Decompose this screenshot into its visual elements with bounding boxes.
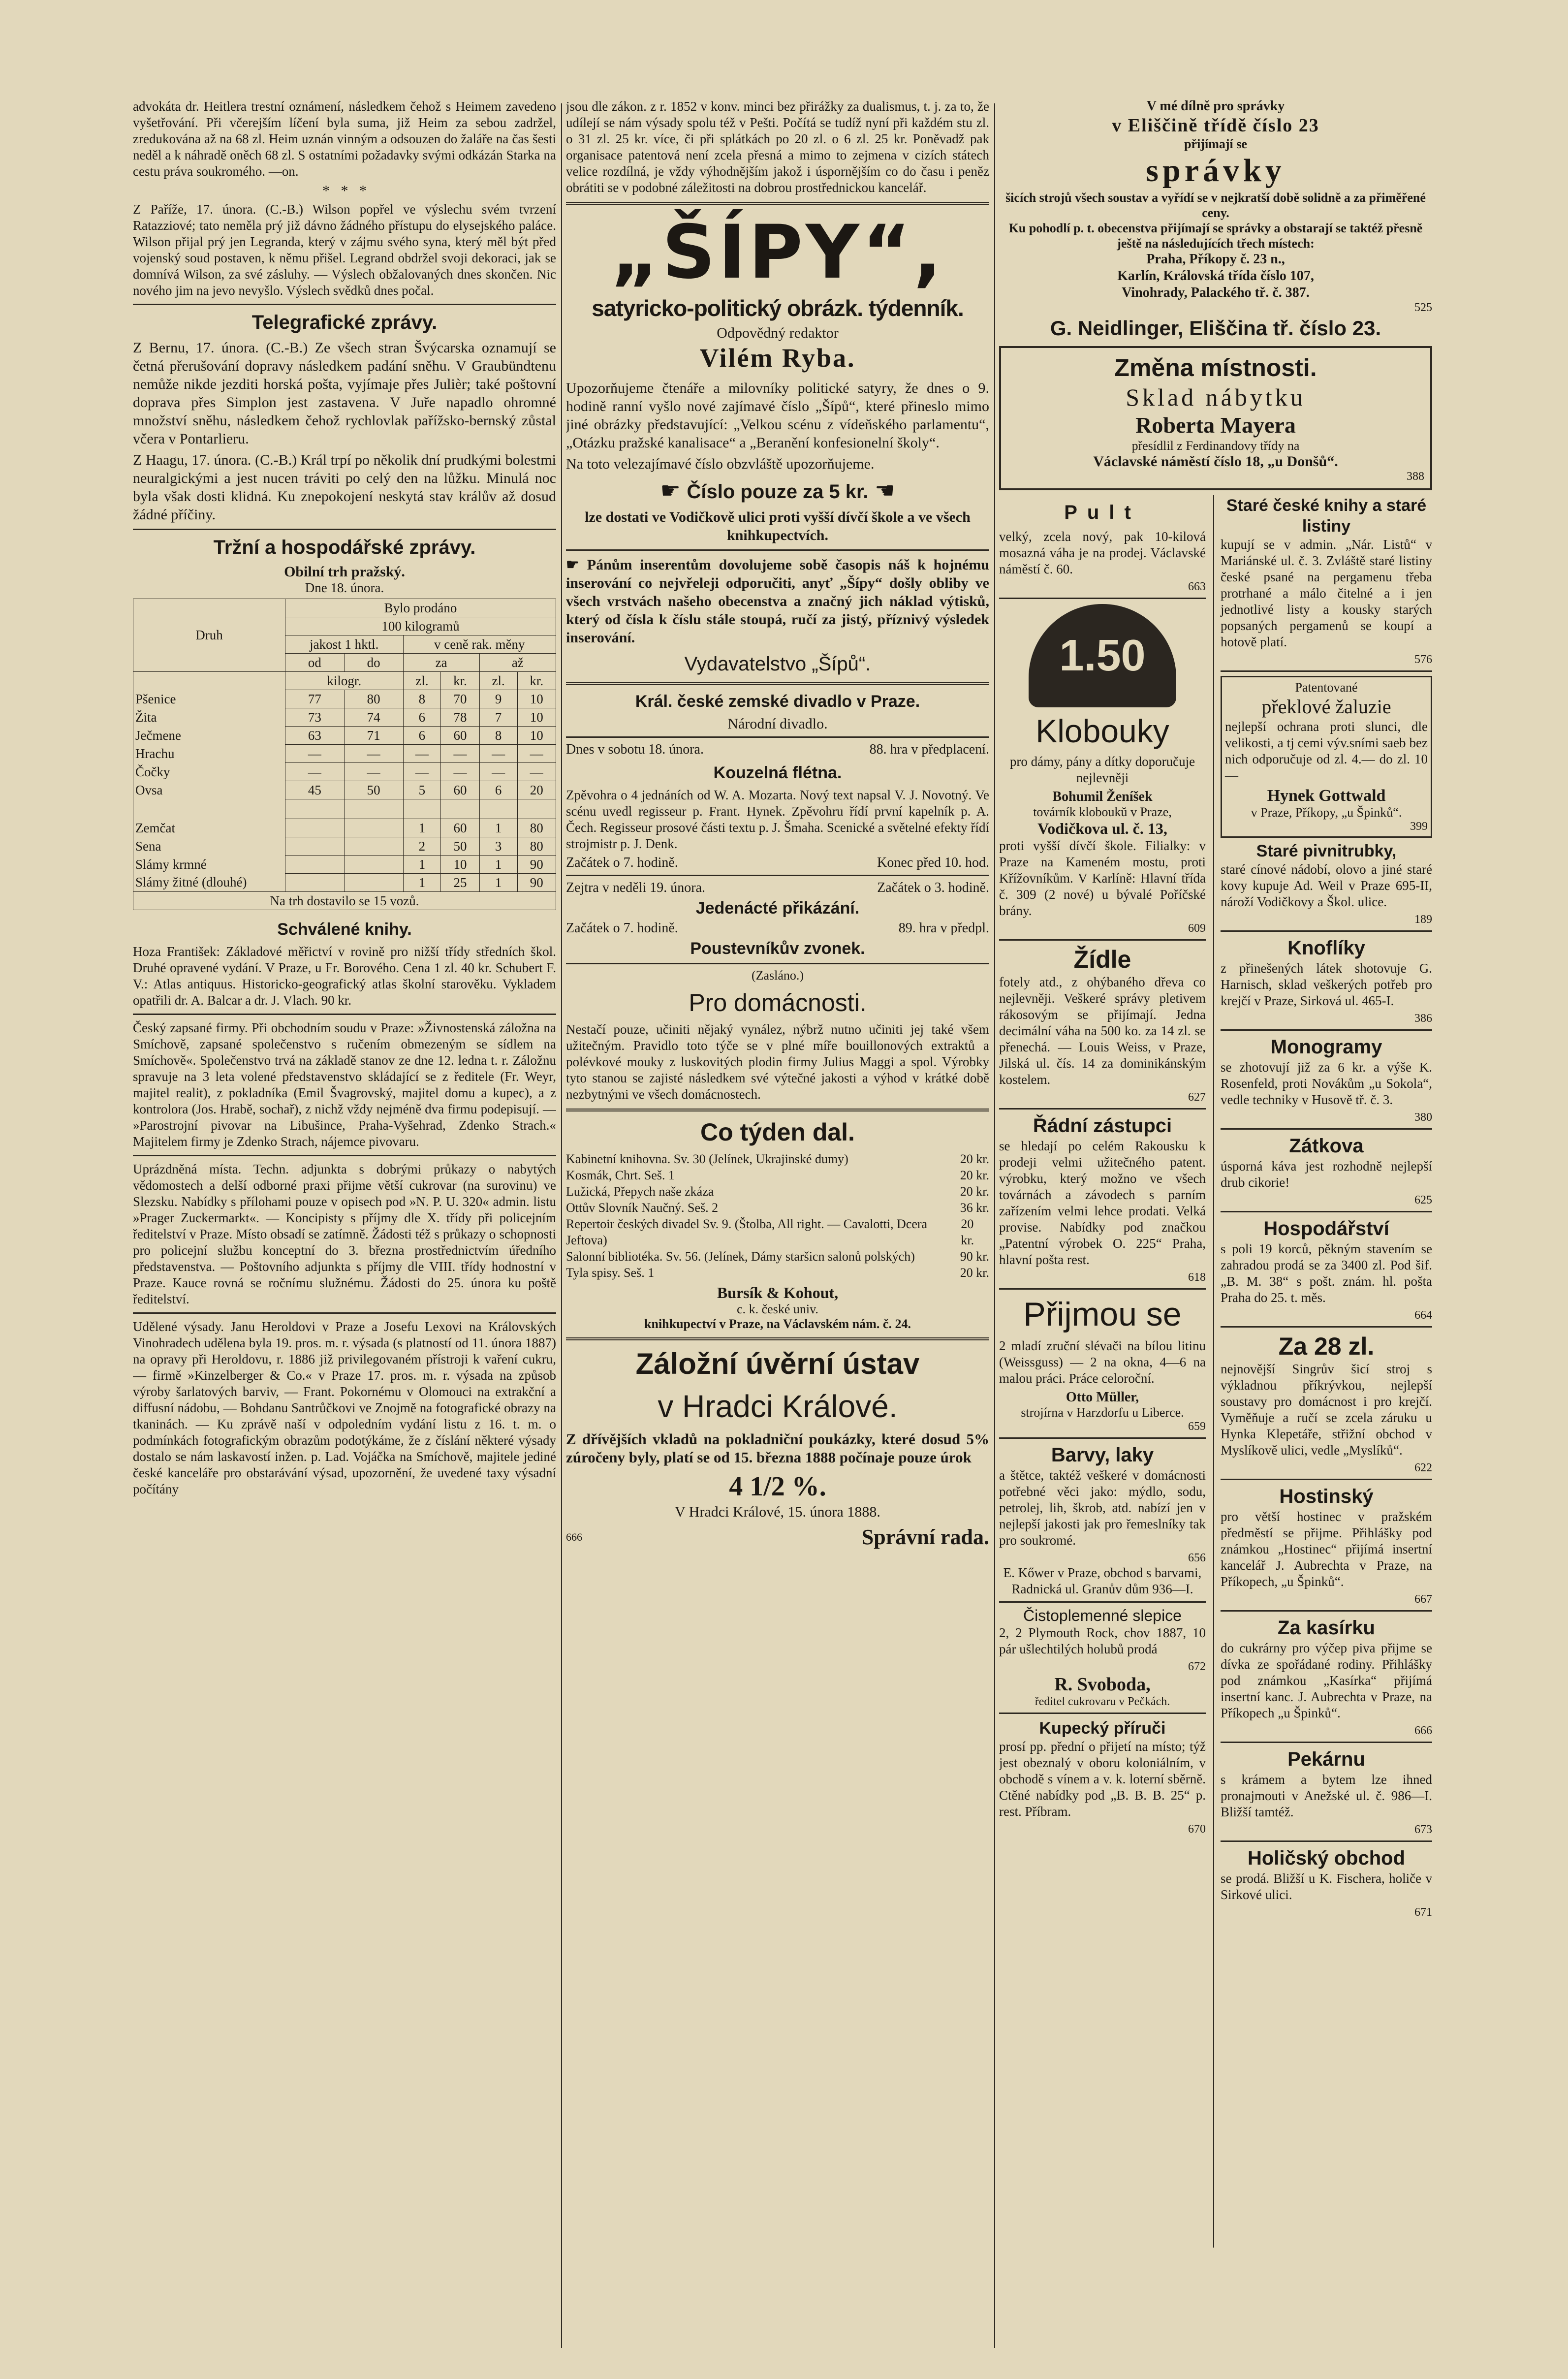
text-block: továrník kloboukŭ v Praze, <box>1033 805 1172 819</box>
list-item <box>566 1265 989 1281</box>
text-block <box>285 819 345 837</box>
play-title: Jedenácté přikázání. <box>695 899 860 918</box>
sipy-masthead: „ŠÍPY“, <box>610 210 945 295</box>
text-block: Začátek o 7. hodině. <box>566 920 678 936</box>
divider <box>133 304 556 305</box>
text-block: správky <box>1146 153 1286 189</box>
text-block: Tyla spisy. Seš. 1 <box>566 1266 655 1280</box>
text-block: Čočky <box>133 763 285 781</box>
article-bern: Z Bernu, 17. února. (C.-B.) Ze všech stran Švýcarska oznamují se četná přerušování dopravy následkem padání sněhu. V Graubündtenu nemůže nikde jezditi horská pošta, vyjímaje přes Julièr; také poštovní doprava přes Simplon jest zastavena. V Juře napadlo ohromné množství sněhu, následkem čehož rychlovlak pařížsko-bernský zůstal včera v Pontarlieru. <box>133 340 556 447</box>
text-block: Kosmák, Chrt. Seš. 1 <box>566 1168 675 1182</box>
text-block: Vinohrady, Palackého tř. č. 387. <box>1122 285 1310 300</box>
text-block: Lužická, Přepych naše zkáza <box>566 1184 714 1199</box>
text-block: 667 <box>1414 1593 1432 1606</box>
text-block: Zejtra v neděli 19. února. <box>566 880 706 895</box>
pointing-hand-icon: ☛ <box>660 477 687 503</box>
text-block: 80 <box>517 837 556 856</box>
th-kr: kr. <box>441 672 479 690</box>
text-block: 656 <box>1188 1552 1206 1564</box>
text-block: ředitel cukrovaru v Pečkách. <box>1035 1695 1170 1708</box>
play-times <box>566 920 989 936</box>
divider <box>133 529 556 530</box>
text-block: nejlepší ochrana proti slunci, dle velikosti, a tj cemi výv.sními saeb bez nich odporučuje od zl. 4.— do zl. 10 — <box>1225 719 1428 783</box>
th-100kg: 100 kilogramů <box>285 617 556 635</box>
text-block: Repertoir českých divadel Sv. 9. (Štolba, All right. — Cavalotti, Dcera Jeftova) <box>566 1217 928 1247</box>
small-ads-left <box>999 495 1206 1836</box>
text-block: Otto Müller, <box>1066 1390 1139 1405</box>
text-block: 63 <box>285 727 345 745</box>
text-block: překlové žaluzie <box>1261 696 1391 718</box>
text-block <box>285 837 345 856</box>
article-vacancies: Uprázdněná místa. Techn. adjunkta s dobrými průkazy o nabytých vědomostech a delší odborné praxi přijme větší cukrovar (na surovinu) ve Slezsku. Nabídky s přílohami pouze v opisech pod »N. P. U. 320« admin. listu »Prager Zuckermarkt«. — Koncipisty s příjmy dle X. třídy při policejním ředitelství v Praze. Místo obsadí se zatímně. Žádosti též s průkazy o schopnosti pro policejní službu konceptní do 3. března prostřednictvím úředního představenstva. — Poštovního adjunkta s příjmy dle VIII. třídy hodnostní v Praze. Kauce rovná se ročnímu služnému. Žádosti do 25. února ku poště ředitelství. <box>133 1162 556 1306</box>
text-block: Barvy, laky <box>1051 1444 1154 1466</box>
text-block: a štětce, taktéž veškeré v domácnosti potřebné věci jako: mýdlo, sodu, petrolej, lih, škrob, atd. nabízí jen v nejlepší jakosti jak pro řemeslníky tak pro soukromé. <box>999 1468 1206 1548</box>
bank-rate: 4 1/2 %. <box>729 1471 826 1502</box>
text-block: — <box>479 763 517 781</box>
th-az: až <box>479 654 556 672</box>
text-block: Holičský obchod <box>1247 1847 1406 1869</box>
text-block: 189 <box>1414 913 1432 926</box>
grain-price-table <box>133 599 556 910</box>
text-block: přijímají se <box>1184 137 1247 151</box>
text-block: 625 <box>1414 1194 1432 1206</box>
list-item <box>566 1151 989 1167</box>
text-block: 670 <box>1188 1823 1206 1836</box>
sipy-editor: Vilém Ryba. <box>699 343 856 373</box>
text-block: 20 <box>517 781 556 799</box>
text-block: pro větší hostinec v pražském předměstí se přijme. Přihlášky pod známkou „Hostinec“ přijímá insertní kancelář J. Aubrechta v Praze, na Příkopech, „u Špinků“. <box>1221 1509 1432 1589</box>
text-block: Ottův Slovník Naučný. Seš. 2 <box>566 1201 719 1215</box>
text-block: 1 <box>479 856 517 874</box>
ad-sewing-repair <box>999 98 1432 341</box>
text-block: 659 <box>1188 1420 1206 1433</box>
theatre-today <box>566 742 989 758</box>
text-block: 74 <box>344 708 403 727</box>
list-item <box>566 1200 989 1216</box>
text-block: — <box>517 745 556 763</box>
column-2 <box>566 98 989 2343</box>
text-block <box>344 874 403 892</box>
text-block: prosí pp. přední o přijetí na místo; týž jest obeznalý v oboru koloniálním, v obchodě s vínem a v. k. loterní sběrně. Ctěné nabídky pod „B. B. B. 25“ p. rest. Příbram. <box>999 1739 1206 1819</box>
sipy-distribution: lze dostati ve Vodičkově ulici proti vyšší dívčí škole a ve všech knihkupectvích. <box>585 509 971 543</box>
text-block: 10 <box>517 708 556 727</box>
column-3 <box>999 98 1432 2343</box>
article-paris: Z Paříže, 17. února. (C.-B.) Wilson popřel ve výslechu svém tvrzení Ratazziové; tato neměla prý již dávno žádného přístupu do elysejského paláce. Wilson přijal prý jen Legranda, který v zájmu svého syna, který měl být před vojenský soud postaven, k němu přišel. Legrand obdržel svoji dekoraci, jak se domnívá Wilson, za své zásluhy. — Výslech obžalovaných dnes skončen. Nic nového jim na jevo nevyšlo. Výslech svědků dnes počal. <box>133 202 556 298</box>
text-block: 671 <box>1414 1906 1432 1919</box>
text-block: 10 <box>517 690 556 708</box>
table-row <box>133 727 556 745</box>
play-title: Poustevníkův zvonek. <box>690 939 865 958</box>
sipy-subtitle: satyricko-politický obrázk. týdenník. <box>592 295 964 321</box>
pointing-hand-icon: ☚ <box>868 477 895 503</box>
market-subtitle: Obilní trh pražský. <box>284 564 405 580</box>
text-block: v Eliščině třídě číslo 23 <box>1112 115 1319 136</box>
section-title-telegraph: Telegrafické zprávy. <box>251 312 438 333</box>
text-block: Ku pohodlí p. t. obecenstva přijímají se správky a obstarají se taktéž přesně ještě na následujících třech místech: <box>1008 221 1423 251</box>
text-block: Praha, Příkopy č. 23 n., <box>1146 252 1285 267</box>
text-block: 666 <box>1414 1724 1432 1737</box>
text-block: 399 <box>1410 820 1428 833</box>
divider <box>133 1014 556 1015</box>
text-block: 50 <box>441 837 479 856</box>
text-block: 5 <box>403 781 441 799</box>
table-row <box>133 856 556 874</box>
text-block: 7 <box>479 708 517 727</box>
text-block: 50 <box>344 781 403 799</box>
text-block: 6 <box>479 781 517 799</box>
divider <box>566 875 989 876</box>
theatre-sunday <box>566 880 989 896</box>
theatre-title: Král. české zemské divadlo v Praze. <box>635 692 920 711</box>
text-block: 20 kr. <box>961 1217 974 1247</box>
text-block: Patentované <box>1295 680 1358 695</box>
text-block: 20 kr. <box>960 1266 989 1280</box>
text-block: 8 <box>403 690 441 708</box>
ad-furniture-moved <box>999 346 1432 490</box>
th-cene: v ceně rak. měny <box>403 635 556 654</box>
text-block: Ovsa <box>133 781 285 799</box>
text-block: 90 <box>517 874 556 892</box>
text-block: Václavské náměstí číslo 18, „u Donšů“. <box>1093 453 1338 470</box>
text-block: 1.50 <box>1059 631 1146 680</box>
text-block: G. Neidlinger, Eliščina tř. číslo 23. <box>1050 317 1381 340</box>
th-do: do <box>344 654 403 672</box>
table-note: Na trh dostavilo se 15 vozů. <box>133 892 556 910</box>
table-row <box>133 837 556 856</box>
text-block: Pšenice <box>133 690 285 708</box>
text-block: Kabinetní knihovna. Sv. 30 (Jelínek, Ukrajinské dumy) <box>566 1152 848 1166</box>
text-block: E. Kőwer v Praze, obchod s barvami, Radnická ul. Granův dům 936—I. <box>1003 1565 1202 1596</box>
text-block: 525 <box>1414 301 1432 314</box>
divider <box>566 736 989 738</box>
section-title-books: Schválené knihy. <box>277 920 412 939</box>
text-block: proti vyšší dívčí škole. Filialky: v Praze na Kameném mostu, proti Křížovníkům. V Karlíně: Hlavní třída č. 309 (2 nové) u bývalé Poříčské brány. <box>999 838 1206 918</box>
week-publisher: Bursík & Kohout, <box>717 1284 839 1301</box>
week-book-list <box>566 1151 989 1281</box>
list-item <box>566 1248 989 1265</box>
text-block <box>344 837 403 856</box>
text-block: 45 <box>285 781 345 799</box>
text-block: 1 <box>479 874 517 892</box>
text-block: 10 <box>441 856 479 874</box>
column-1 <box>133 98 556 2343</box>
th-druh: Druh <box>133 599 285 672</box>
grain-rows <box>133 690 556 910</box>
bank-signature <box>566 1523 989 1551</box>
divider <box>566 549 989 551</box>
play-times <box>566 855 989 871</box>
text-block: 89. hra v předpl. <box>898 920 989 936</box>
text-block: Začátek o 7. hodině. <box>566 855 678 870</box>
text-block: 664 <box>1414 1309 1432 1322</box>
text-block: Zátkova <box>1289 1135 1364 1157</box>
text-block: 90 kr. <box>960 1249 989 1264</box>
play-title: Kouzelná flétna. <box>713 763 842 782</box>
text-block <box>285 856 345 874</box>
text-block: Dnes v sobotu 18. února. <box>566 742 704 757</box>
text-block: 1 <box>479 819 517 837</box>
text-block: se hledají po celém Rakousku k prodeji velmi užitečného patent. výrobku, který možno ve všech továrnách a závodech s parním zařízením velmi lehce prodati. Velká provise. Nabídky pod značkou „Patentní výrobek O. 225“ Praha, hlavní pošta rest. <box>999 1139 1206 1267</box>
zaslano-label: (Zasláno.) <box>751 968 804 983</box>
sipy-editor-label: Odpovědný redaktor <box>717 325 839 341</box>
text-block: velký, zcela nový, pak 10-kilová mosazná váha je na prodej. Václavské náměstí č. 60. <box>999 529 1206 576</box>
text-block: 1 <box>403 819 441 837</box>
article-firms: Český zapsané firmy. Při obchodním soudu v Praze: »Živnostenská záložna na Smíchově, zapsané společenstvo s ručením obmezeným se sídlem na Smíchově«. Společenstvo trvá na základě stanov ze dne 12. ledna t. r. Záložnu spravuje na 3 leta volené představenstvo skládající se z ředitele (Fr. Weyr, majitel realit), z pokladníka (Emil Švagrovský, majitel domu a kupec), a z kontrolora (Jos. Hrabě, sochař), z nichž vždy nejméně dva firmu podepisují. — »Parostrojní pivovar na Libušince, Praha-Vyšehrad, Zdenko Strach.« Majitelem firmy je Zdenko Strach, nájemce pivovaru. <box>133 1020 556 1149</box>
text-block: 20 kr. <box>960 1152 989 1166</box>
text-block: šicích strojů všech soustav a vyřídí se v nejkratší době solidně a za přiměřené ceny. <box>1005 190 1426 220</box>
text-block <box>344 819 403 837</box>
ad-jalousie <box>1221 676 1432 838</box>
divider <box>133 1312 556 1314</box>
th-od: od <box>285 654 345 672</box>
text-block: Žita <box>133 708 285 727</box>
text-block: Monogramy <box>1270 1036 1382 1058</box>
text-block: Hospodářství <box>1263 1218 1389 1239</box>
text-block: kupují se v admin. „Nár. Listů“ v Mariánské ul. č. 3. Zvláště staré listiny české psané na pergamenu třeba protrhané a málo čitelné a i jen jednotlivé listy a kousky starých popsaných pergamenů se koupí a hotově platí. <box>1221 537 1432 649</box>
text-block: 10 <box>517 727 556 745</box>
text-block: Začátek o 3. hodině. <box>877 880 989 895</box>
text-block: Karlín, Královská třída číslo 107, <box>1117 268 1314 284</box>
household-title: Pro domácnosti. <box>689 989 867 1016</box>
sipy-inserent-note <box>566 556 989 647</box>
text-block: Sklad nábytku <box>1126 383 1306 411</box>
text-block: Vodičkova ul. č. 13, <box>1037 820 1167 837</box>
table-row <box>133 745 556 763</box>
text-block: do cukrárny pro výčep piva přijme se dívka ze spořádané rodiny. Přihlášky pod známkou „Kasírka“ přijímá insertní kanc. J. Aubrechta v Praze, na Příkopech „u Špinků“. <box>1221 1641 1432 1720</box>
th-zl: zl. <box>403 672 441 690</box>
text-block: 9 <box>479 690 517 708</box>
text-block: Přijmou se <box>1023 1296 1182 1333</box>
table-row <box>133 874 556 892</box>
bank-title: Záložní úvěrní ústav <box>635 1347 920 1380</box>
text-block: Knoflíky <box>1287 937 1365 959</box>
text-block: — <box>285 745 345 763</box>
text-block <box>285 874 345 892</box>
article-continuation: jsou dle zákon. z r. 1852 v konv. minci bez přirážky za dualismus, t. j. za to, že udílejí se nám výsady spolu též v Pešti. Počítá se tudíž nyní při každém stu zl. o 31 zl. 25 kr. více, či při splátkách po 20 zl. o 6 zl. 25 kr. Poněvadž pak organisace patentová není zcela přesná a mimo to zejmena v cizích státech velice rozdílná, je vždy výhodnějším jakož i úspornějším co do času i peněz obrátiti se v podobné záležitosti na dobrou prostřednickou kancelář. <box>566 99 989 195</box>
text-block: Slámy krmné <box>133 856 285 874</box>
divider <box>566 682 989 685</box>
th-jakost: jakost 1 hktl. <box>285 635 404 654</box>
divider <box>566 1337 989 1340</box>
pointing-hand-icon: ☛ <box>566 557 587 573</box>
article-haag: Z Haagu, 17. února. (C.-B.) Král trpí po několik dní prudkými bolestmi neuralgickými a jest nucen tráviti po celý den na lůžku. Minulá noc byla však dosti klidná. Ku znepokojení neskytá stav králův až dosud žádné příčiny. <box>133 452 556 523</box>
small-ads-right <box>1221 495 1432 1919</box>
text-block: 1 <box>403 856 441 874</box>
text-block: fotely atd., z ohýbaného dřeva co nejlevněji. Veškeré správy pletivem rákosovým se přijímají. Jedna decimální váha na 500 ko. za 14 zl. se přenechá. — Louis Weiss, v Praze, Jilská ul. čís. 14 za dominikánským kostelem. <box>999 975 1206 1087</box>
th-kr: kr. <box>517 672 556 690</box>
text-block: 627 <box>1188 1091 1206 1104</box>
text-block: 20 kr. <box>960 1168 989 1182</box>
text-block: 2 mladí zruční slévači na bílou litinu (Weissguss) — 2 na okna, 4—6 na malou práci. Práce celoroční. <box>999 1338 1206 1386</box>
text-block: 60 <box>441 781 479 799</box>
text-block: Staré české knihy a staré listiny <box>1226 496 1427 536</box>
th-zl: zl. <box>479 672 517 690</box>
text-block: 1 <box>403 874 441 892</box>
week-title: Co týden dal. <box>700 1118 855 1146</box>
text-block: 71 <box>344 727 403 745</box>
text-block: Staré pivnitrubky, <box>1256 842 1397 860</box>
th-kg: kilogr. <box>285 672 404 690</box>
text-block: Za 28 zl. <box>1278 1332 1375 1360</box>
text-block: s poli 19 korců, pěkným stavením se zahradou prodá se za 3400 zl. Pod šif. „B. M. 38“ s pošt. znám. hl. pošta Praha do 25. t. měs. <box>1221 1241 1432 1305</box>
text-block: R. Svoboda, <box>1054 1674 1151 1695</box>
th-sold: Bylo prodáno <box>285 599 556 617</box>
text-block: Sena <box>133 837 285 856</box>
text-block: Za kasírku <box>1278 1617 1375 1639</box>
sipy-announcement: Upozorňujeme čtenáře a milovníky politické satyry, že dnes o 9. hodině ranní vyšlo nové zajímavé číslo „Šípů“, které přineslo mimo jiné obrázky představující: „Velkou scénu z vídeňského parlamentu“, „Otázku pražské kanalisace“ a „Beranění konfesionelní školy“. <box>566 380 989 451</box>
text-block: 663 <box>1188 580 1206 593</box>
text-block: 576 <box>1414 653 1432 666</box>
text-block: 3 <box>479 837 517 856</box>
table-row <box>133 690 556 708</box>
text-block: Klobouky <box>1035 713 1169 749</box>
text-block: Salonní bibliotéka. Sv. 56. (Jelínek, Dámy staršicn salonů polských) <box>566 1249 915 1264</box>
text-block: Pekárnu <box>1287 1748 1365 1770</box>
text-block: Bohumil Ženíšek <box>1052 789 1153 804</box>
column-rule <box>561 103 562 2348</box>
article-continuation: advokáta dr. Heitlera trestní oznámení, následkem čehož s Heimem zavedeno vyšetřování. Při včerejším líčení byla suma, již Heim za sebou zadržel, zredukována až na 68 zl. Heim uznán vinným a odsouzen do žaláře na čas šesti neděl a k náhradě oněch 68 zl. S ostatními požadavky svými odkázán Starka na cestu práva soukromého. —on. <box>133 99 556 179</box>
text-block: 80 <box>517 819 556 837</box>
text-block: 618 <box>1188 1271 1206 1284</box>
th-za: za <box>403 654 479 672</box>
text-block: Hostinský <box>1279 1486 1374 1507</box>
text-block: staré cínové nádobí, olovo a jiné staré kovy kupuje Ad. Weil v Praze 695-II, nároží Vodičkovy a Škol. ulice. <box>1221 862 1432 909</box>
text-block: — <box>479 745 517 763</box>
article-books: Hoza František: Základové měřictví v rovině pro nižší třídy středních škol. Druhé opravené vydání. V Praze, u Fr. Borového. Cena 1 zl. 40 kr. Schubert F. V.: Atlas antiquus. Historicko-geografický atlas školní starověku. Vykladem opatřili dr. A. Balcar a dr. J. Vlach. 90 kr. <box>133 944 556 1008</box>
divider <box>566 1109 989 1111</box>
text-block: 672 <box>1188 1660 1206 1673</box>
text-block: úsporná káva jest rozhodně nejlepší drub cikorie! <box>1221 1159 1432 1190</box>
play-description: Zpěvohra o 4 jednáních od W. A. Mozarta. Nový text napsal V. J. Novotný. Ve scénu uvedl regisseur p. Frant. Hynek. Zpěvohru řídí první kapelník p. A. Čech. Regisseur prosové části textu p. J. Šmaha. Scenické a světelné efekty řídí strojmistr p. J. Denk. <box>566 788 989 851</box>
text-block: z přinešených látek shotovuje G. Harnisch, sklad veškerých potřeb pro krejčí v Praze, Sirková ul. 465-I. <box>1221 961 1432 1008</box>
hat-illustration <box>1029 604 1176 707</box>
text-block: 80 <box>344 690 403 708</box>
text-block: Pult <box>1064 502 1141 523</box>
text-block: 60 <box>441 727 479 745</box>
sipy-publisher: Vydavatelstvo „Šípů“. <box>684 653 871 675</box>
text-block: Kupecký příruči <box>1039 1719 1166 1738</box>
text-block: Slámy žitné (dlouhé) <box>133 874 285 892</box>
text-block: Zemčat <box>133 819 285 837</box>
text-block: 25 <box>441 874 479 892</box>
text-block: 88. hra v předplacení. <box>869 742 989 757</box>
text-block: 622 <box>1414 1461 1432 1474</box>
text-block: 70 <box>441 690 479 708</box>
text-block: 386 <box>1414 1012 1432 1025</box>
text-block: 609 <box>1188 922 1206 935</box>
table-row <box>133 819 556 837</box>
article-patents: Udělené výsady. Janu Heroldovi v Praze a Josefu Lexovi na Královských Vinohradech udělena byla 19. pros. m. r. výsada (s platností od 11. února 1887) na opravy při Heroldovu, r. 1886 již privilegovaném přístroji k vaření cukru, — firmě »Kinzelberger & Co.« v Praze 17. pros. m. r. výsada na způsob výroby šarlatových barviv, — Frant. Pokornému v Olomouci na extrakční a diffusní nádobu, — Bohdanu Santrůčkovi ve Znojmě na fotografické obrazy na tkaninách. — Ku zprávě naší v odpoledním vydání listu z 16. t. m. o podmínkách fotografickým obrazům podotýkáme, že z číslání některé výsady dostalo se nám laskavostí inžen. p. Lad. Vojáčka na Smíchově, majitele jediné české kanceláře pro obstarávání výsad, upozornění, že uvedené taxy výsadní počítány <box>133 1319 556 1496</box>
week-publisher-line2: c. k. české univ. <box>737 1302 818 1316</box>
market-date: Dne 18. února. <box>305 580 384 595</box>
text-block: Žídle <box>1073 946 1131 973</box>
list-item <box>566 1167 989 1183</box>
text-block: Správní rada. <box>861 1525 989 1549</box>
text-block: Ječmene <box>133 727 285 745</box>
sipy-recommend: Na toto velezajímavé číslo obzvláště upozorňujeme. <box>566 456 875 472</box>
text-block: 8 <box>479 727 517 745</box>
text-block: pro dámy, pány a dítky doporučuje nejlevněji <box>1009 754 1195 785</box>
text-block: se prodá. Bližší u K. Fischera, holiče v Sirkové ulici. <box>1221 1871 1432 1902</box>
text-block: 6 <box>403 727 441 745</box>
text-block: — <box>344 763 403 781</box>
text-block: Změna místnosti. <box>1114 354 1317 381</box>
list-item <box>566 1183 989 1200</box>
table-row <box>133 763 556 781</box>
bank-date: V Hradci Králové, 15. února 1888. <box>675 1504 880 1520</box>
text-block: — <box>403 763 441 781</box>
theatre-subtitle: Národní divadlo. <box>727 716 828 732</box>
text-block: Hynek Gottwald <box>1267 787 1386 805</box>
text-block: V mé dílně pro správky <box>1146 98 1285 114</box>
list-item <box>566 1216 989 1248</box>
text-block: — <box>344 745 403 763</box>
text-block: s krámem a bytem lze ihned pronajmouti v Anežské ul. č. 986—I. Bližší tamtéž. <box>1221 1772 1432 1819</box>
text-block: Roberta Mayera <box>1135 412 1296 438</box>
text-block: Číslo pouze za 5 kr. <box>687 481 869 503</box>
table-row <box>133 781 556 799</box>
small-ads-grid <box>999 495 1432 2248</box>
text-block: 380 <box>1414 1111 1432 1124</box>
text-block: 666 <box>566 1531 582 1543</box>
text-block: v Praze, Příkopy, „u Špinků“. <box>1251 805 1402 820</box>
text-block: 77 <box>285 690 345 708</box>
text-block: 388 <box>1407 470 1424 483</box>
text-block: Čistoplemenné slepice <box>1023 1607 1182 1624</box>
table-row <box>133 708 556 727</box>
text-block: Řádní zástupci <box>1033 1115 1172 1137</box>
text-block: 90 <box>517 856 556 874</box>
text-block: strojírna v Harzdorfu u Liberce. <box>1021 1405 1184 1420</box>
bank-notice: Z dřívějších vkladů na pokladniční poukázky, které dosud 5% zúročeny byly, platí se od 15. března 1888 počínaje pouze úrok <box>566 1430 989 1466</box>
text-block: 2 <box>403 837 441 856</box>
household-text: Nestačí pouze, učiniti nějaký vynález, nýbrž nutno učiniti jej také všem užitečným. Pravidlo toto týče se v plné míře bouillonových extraktů a polévkové mouky z luskovitých plodin firmy Julius Maggi a spol. Výrobky tyto stanou se zajisté následkem své výtečné jakosti a výhod v krátké době nezbytnými ve všech domácnostech. <box>566 1022 989 1102</box>
text-block: — <box>517 763 556 781</box>
text-block: Hrachu <box>133 745 285 763</box>
bank-title-city: v Hradci Králové. <box>658 1389 898 1424</box>
text-block: 2, 2 Plymouth Rock, chov 1887, 10 pár ušlechtilých holubů prodá <box>999 1625 1206 1656</box>
text-block <box>344 856 403 874</box>
week-publisher-line3: knihkupectví v Praze, na Václavském nám. č. 24. <box>644 1317 911 1331</box>
text-block: 36 kr. <box>960 1201 989 1215</box>
text-block: přesídlil z Ferdinandovy třídy na <box>1131 439 1300 453</box>
sipy-price <box>566 478 989 504</box>
text-block: — <box>441 763 479 781</box>
divider <box>566 963 989 964</box>
text-block: 6 <box>403 708 441 727</box>
column-rule <box>1213 495 1214 2248</box>
text-block: — <box>285 763 345 781</box>
text-block: nejnovější Singrův šicí stroj s výkladnou příkrývkou, nejlepší soustavy pro domácnost i pro krejčí. Vyměňuje a ručí se zcela záruku u Hynka Klepetáře, střižní obchod v Myslíkově ulici, vedle „Myslíků“. <box>1221 1362 1432 1458</box>
text-block: Konec před 10. hod. <box>877 855 989 870</box>
column-rule <box>994 103 995 2348</box>
section-title-market: Tržní a hospodářské zprávy. <box>213 537 476 558</box>
separator: * * * <box>322 183 367 199</box>
text-block: 60 <box>441 819 479 837</box>
text-block: — <box>403 745 441 763</box>
text-block: Pánům inserentům dovolujeme sobě časopis náš k hojnému inserování co nejvřeleji odporučiti, anyť „Šípy“ došly obliby ve všech vrstvách našeho obecenstva a značný jich náklad výtisků, který od čísla k číslu stále stoupá, ručí za jistý, příznivý výsledek inserování. <box>566 557 989 646</box>
divider <box>566 202 989 205</box>
text-block: se zhotovují již za 6 kr. a výše K. Rosenfeld, proti Novákům „u Sokola“, vedle techniky v Husově tř. č. 3. <box>1221 1060 1432 1107</box>
text-block: 78 <box>441 708 479 727</box>
text-block: 73 <box>285 708 345 727</box>
text-block: — <box>441 745 479 763</box>
text-block: 673 <box>1414 1823 1432 1836</box>
divider <box>133 1155 556 1156</box>
text-block: 20 kr. <box>960 1184 989 1199</box>
